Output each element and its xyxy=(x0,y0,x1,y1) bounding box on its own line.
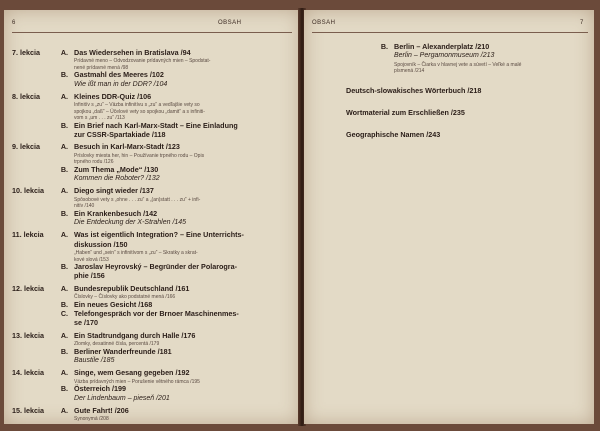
grammar-note: Spojovník – Čiarka v hlavnej vete a súvetí – Veľké a malé xyxy=(394,61,522,68)
lesson-number: 13. lekcia xyxy=(12,330,44,340)
section-title: Österreich /199 xyxy=(74,384,126,394)
grammar-note: kové slová /153 xyxy=(74,256,109,263)
lesson-number: 8. lekcia xyxy=(12,92,40,101)
right-page-number: 7 xyxy=(580,20,584,26)
section-title: Telefongespräch vor der Brnoer Maschinenmes- xyxy=(74,309,239,318)
section-title: Kleines DDR-Quiz /106 xyxy=(74,92,152,101)
section-letter: A. xyxy=(60,330,68,340)
section-title: Bundesrepublik Deutschland /161 xyxy=(74,283,190,293)
grammar-note: Infinitív s „zu“ – Väzba infinitívu s „zu“ a vedľajšie vety so xyxy=(74,102,200,109)
lesson-number: 11. lekcia xyxy=(12,230,44,240)
section-title: diskussion /150 xyxy=(74,239,128,249)
section-letter: A. xyxy=(60,368,68,378)
section-title: Ein neues Gesicht /168 xyxy=(74,299,153,309)
section-letter: B. xyxy=(60,70,68,80)
appendix-entry: Deutsch-slowakisches Wörterbuch /218 xyxy=(346,85,482,95)
section-title: Jaroslav Heyrovský – Begründer der Polarogra- xyxy=(74,262,237,271)
grammar-note: Príslovky miesta her, hin – Používanie trpného rodu – Opis xyxy=(74,152,205,159)
grammar-note: Číslovky – Číslovky ako podstatné mená /166 xyxy=(74,294,176,301)
section-letter: B. xyxy=(60,208,68,218)
lesson-number: 15. lekcia xyxy=(12,406,44,415)
grammar-note: „Haben“ und „sein“ s infinitívom s „zu“ – Skratky a skrat- xyxy=(74,250,198,257)
left-page xyxy=(4,10,300,424)
section-letter: A. xyxy=(60,406,68,415)
reading-title: Die Entdeckung der X-Strahlen /145 xyxy=(74,219,187,226)
appendix-entry: Wortmaterial zum Erschließen /235 xyxy=(346,107,465,117)
section-title: Diego singt wieder /137 xyxy=(74,186,154,196)
lesson-number: 14. lekcia xyxy=(12,368,44,378)
section-letter: B. xyxy=(60,262,68,271)
section-title: Berliner Wanderfreunde /181 xyxy=(74,346,172,356)
grammar-note: vom s „um . . . zu“ /113 xyxy=(74,115,125,122)
grammar-note: nené prídavné mená /98 xyxy=(74,64,129,71)
section-letter: B. xyxy=(60,120,68,130)
lesson-number: 10. lekcia xyxy=(12,186,44,196)
section-title: Das Wiedersehen in Bratislava /94 xyxy=(74,48,191,57)
grammar-note: Spôsobové vety s „ohne . . . zu“ a „(an)statt . . . zu“ + infi- xyxy=(74,196,201,203)
reading-title: Berlin – Pergamonmuseum /213 xyxy=(394,52,495,60)
section-title: Singe, wem Gesang gegeben /192 xyxy=(74,368,190,378)
section-letter: B. xyxy=(60,164,68,174)
section-title: se /170 xyxy=(74,318,98,328)
section-title: Ein Stadtrundgang durch Halle /176 xyxy=(74,330,196,340)
section-title: Ein Brief nach Karl-Marx-Stadt – Eine Einladung xyxy=(74,120,238,130)
section-letter: C. xyxy=(60,309,68,318)
grammar-note: nitív /140 xyxy=(74,203,95,210)
right-page xyxy=(304,10,594,424)
section-title: Gastmahl des Meeres /102 xyxy=(74,70,164,80)
right-header-title: OBSAH xyxy=(312,20,336,26)
section-title: Besuch in Karl-Marx-Stadt /123 xyxy=(74,142,180,152)
section-title: Berlin – Alexanderplatz /210 xyxy=(394,42,490,51)
section-title: Ein Krankenbesuch /142 xyxy=(74,208,158,218)
section-letter: A. xyxy=(60,230,68,240)
section-title: Gute Fahrt! /206 xyxy=(74,406,129,415)
section-title: Was ist eigentlich Integration? – Eine Unterrichts- xyxy=(74,230,244,240)
reading-title: Baustile /185 xyxy=(74,357,115,364)
section-letter: B. xyxy=(60,384,68,394)
grammar-note: Prídavné meno – Odvodzovanie prídavných mien – Spodstat- xyxy=(74,58,211,65)
grammar-note: spojkou „daß“ – Účelové vety so spojkou „damit“ a s infiniti- xyxy=(74,108,205,115)
left-header-rule xyxy=(12,32,292,33)
appendix-entry: Geographische Namen /243 xyxy=(346,129,441,139)
lesson-number: 7. lekcia xyxy=(12,48,40,57)
grammar-note: Synonymá /208 xyxy=(74,416,109,423)
grammar-note: trpného rodu /126 xyxy=(74,159,114,166)
section-title: phie /156 xyxy=(74,271,105,281)
section-letter: B. xyxy=(380,42,388,51)
reading-title: Kommen die Roboter? /132 xyxy=(74,175,160,182)
section-letter: A. xyxy=(60,48,68,57)
section-letter: A. xyxy=(60,92,68,101)
section-letter: A. xyxy=(60,283,68,293)
section-letter: B. xyxy=(60,346,68,356)
section-letter: A. xyxy=(60,186,68,196)
section-letter: A. xyxy=(60,142,68,152)
grammar-note: Väzba prídavných mien – Porušenie větného rámca /195 xyxy=(74,378,200,385)
section-letter: B. xyxy=(60,299,68,309)
section-title: Zum Thema „Mode“ /130 xyxy=(74,164,159,174)
left-header-title: OBSAH xyxy=(218,20,242,26)
section-title: zur CSSR-Spartakiade /118 xyxy=(74,130,166,139)
grammar-note: písmená /214 xyxy=(394,68,425,75)
grammar-note: Zlomky, desatinné čísla, percentá /179 xyxy=(74,341,160,348)
right-header-rule xyxy=(312,32,588,33)
left-page-number: 6 xyxy=(12,20,16,26)
reading-title: Wie ißt man in der DDR? /104 xyxy=(74,80,168,88)
reading-title: Der Lindenbaum – pieseň /201 xyxy=(74,394,170,402)
lesson-number: 12. lekcia xyxy=(12,283,44,293)
lesson-number: 9. lekcia xyxy=(12,142,40,152)
